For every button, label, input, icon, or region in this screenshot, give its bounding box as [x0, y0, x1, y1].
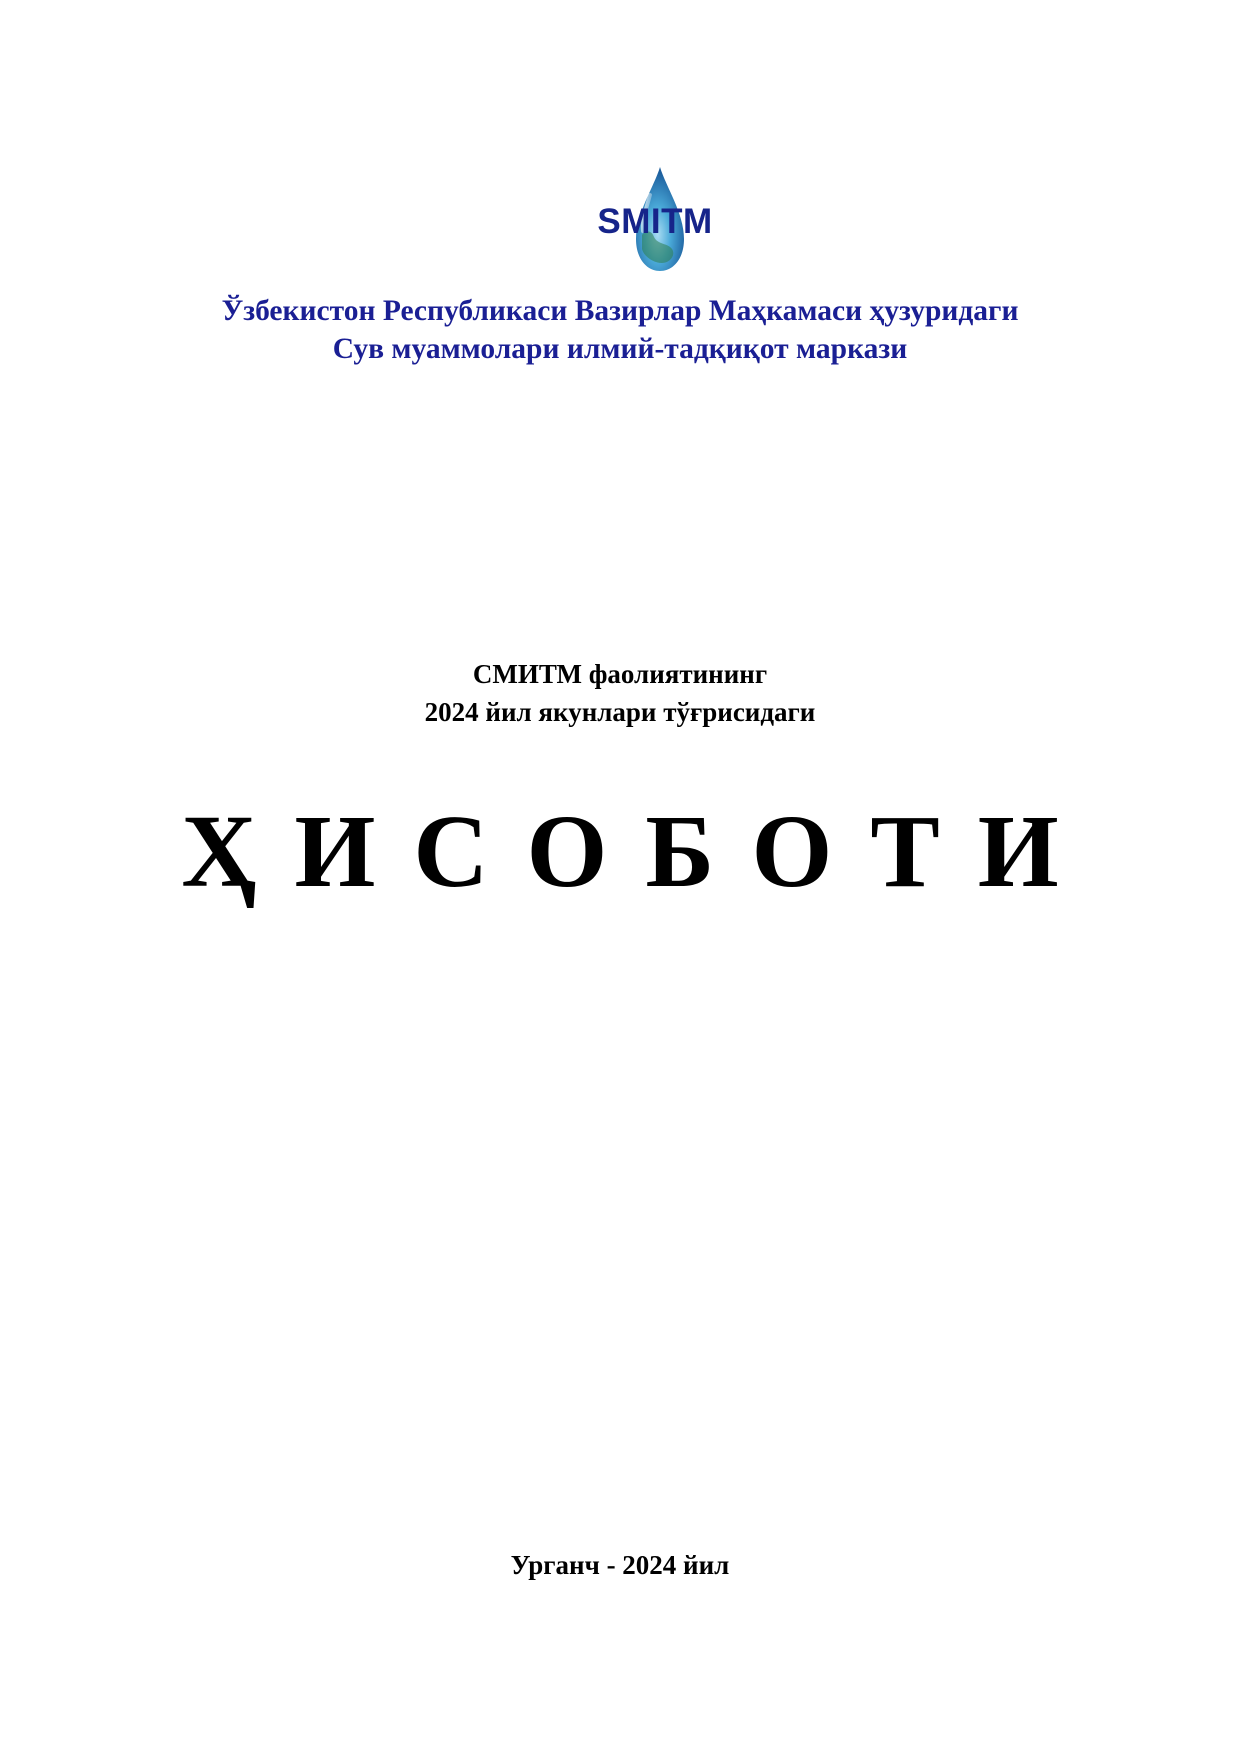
logo-text: SMITM — [597, 202, 713, 241]
organization-line-2: Сув муаммолари илмий-тадқиқот маркази — [332, 333, 908, 365]
report-subtitle-line-1: СМИТМ фаолиятининг — [472, 659, 768, 689]
smitm-logo — [580, 165, 740, 275]
report-subtitle-line-2: 2024 йил якунлари тўғрисидаги — [424, 697, 816, 727]
report-title: ҲИСОБОТИ — [181, 794, 1097, 909]
organization-line-1: Ўзбекистон Республикаси Вазирлар Маҳкамаси ҳузуридаги — [221, 295, 1019, 327]
organization-header — [0, 292, 1240, 368]
report-subtitle — [0, 655, 1240, 731]
footer-place-year: Урганч - 2024 йил — [510, 1550, 730, 1580]
